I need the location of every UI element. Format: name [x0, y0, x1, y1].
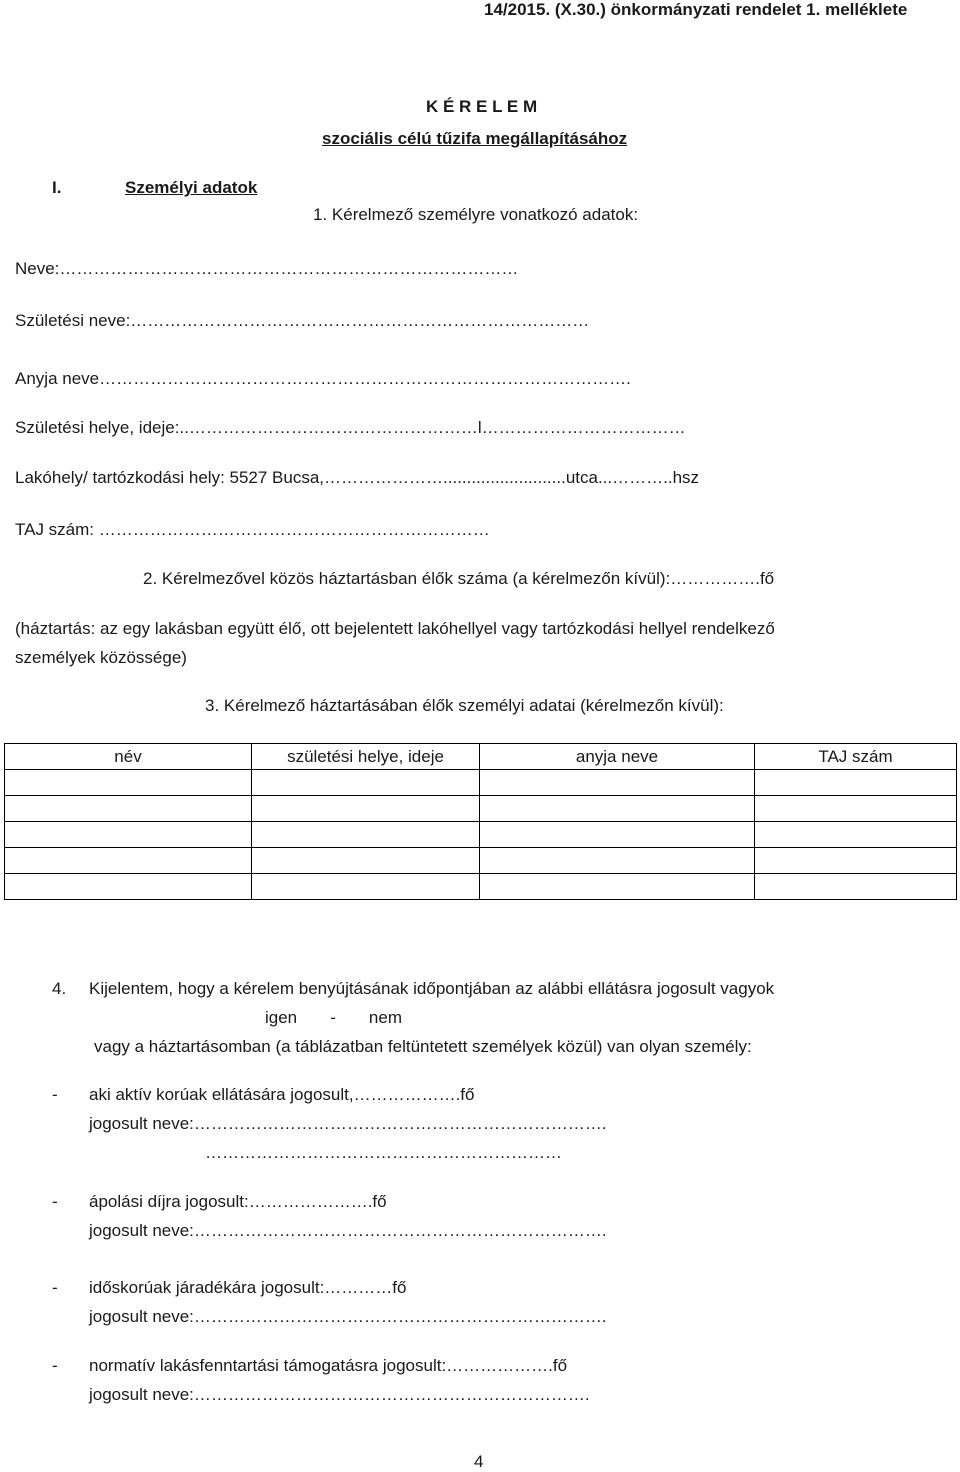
birth-place-date-field[interactable]: Születési helye, ideje:..……………………………………………l……………………………… — [15, 418, 686, 437]
residence-field[interactable]: Lakóhely/ tartózkodási hely: 5527 Bucsa,…………………..........................utca...………..hsz — [15, 468, 700, 487]
entitlement-dash: - — [52, 1085, 58, 1104]
table-cell[interactable] — [5, 822, 252, 848]
household-definition-line2: személyek közössége) — [15, 648, 187, 667]
table-row — [5, 796, 957, 822]
table-cell[interactable] — [252, 796, 480, 822]
table-header-row — [5, 744, 957, 770]
table-row — [5, 848, 957, 874]
table-cell[interactable] — [5, 874, 252, 900]
table-cell[interactable] — [480, 874, 755, 900]
entitlement-name-extra-line[interactable]: ……………………………………………………… — [205, 1143, 562, 1162]
table-cell[interactable] — [755, 848, 957, 874]
table-cell[interactable] — [252, 848, 480, 874]
table-cell[interactable] — [755, 796, 957, 822]
household-count-field[interactable]: 2. Kérelmezővel közös háztartásban élők száma (a kérelmezőn kívül):…………….fő — [143, 569, 775, 588]
household-members-table — [4, 743, 957, 900]
birth-name-field[interactable]: Születési neve:……………………………………………………………………… — [15, 311, 590, 330]
mother-name-field[interactable]: Anyja neve…………………………………………………………………………………. — [15, 369, 631, 388]
table-cell[interactable] — [480, 822, 755, 848]
table-cell[interactable] — [480, 770, 755, 796]
regulation-reference: 14/2015. (X.30.) önkormányzati rendelet 1. melléklete — [484, 0, 908, 19]
section-title: Személyi adatok — [125, 178, 258, 197]
name-field[interactable]: Neve:……………………………………………………………………… — [15, 259, 519, 278]
column-header-taj: TAJ szám — [755, 744, 957, 770]
subsection-1-heading: 1. Kérelmező személyre vonatkozó adatok: — [313, 205, 639, 224]
section-number: I. — [52, 178, 62, 197]
entitlement-name-field[interactable]: jogosult neve:………………………………………………………………. — [89, 1307, 607, 1326]
table-cell[interactable] — [252, 770, 480, 796]
table-cell[interactable] — [252, 874, 480, 900]
form-subtitle: szociális célú tűzifa megállapításához — [322, 129, 628, 148]
table-cell[interactable] — [755, 770, 957, 796]
table-row — [5, 874, 957, 900]
table-cell[interactable] — [5, 770, 252, 796]
table-cell[interactable] — [480, 848, 755, 874]
household-members-heading: 3. Kérelmező háztartásában élők személyi adatai (kérelmezőn kívül): — [205, 696, 724, 715]
entitlement-dash: - — [52, 1356, 58, 1375]
entitlement-elderly-annuity[interactable]: időskorúak járadékára jogosult:…………fő — [89, 1278, 407, 1297]
entitlement-name-field[interactable]: jogosult neve:………………………………………………………………. — [89, 1221, 607, 1240]
taj-field[interactable]: TAJ szám: …………………………………………………………… — [15, 520, 490, 539]
column-header-mother: anyja neve — [480, 744, 755, 770]
entitlement-active-age[interactable]: aki aktív korúak ellátására jogosult,……………….fő — [89, 1085, 475, 1104]
household-definition-line1: (háztartás: az egy lakásban együtt élő, ott bejelentett lakóhellyel vagy tartózkodási hellyel rendelkező — [15, 619, 775, 638]
entitlement-name-field[interactable]: jogosult neve:……………………………………………………………. — [89, 1385, 590, 1404]
page-number: 4 — [474, 1452, 484, 1471]
yes-no-options[interactable]: igen - nem — [265, 1008, 402, 1027]
entitlement-name-field[interactable]: jogosult neve:………………………………………………………………. — [89, 1114, 607, 1133]
entitlement-care-allowance[interactable]: ápolási díjra jogosult:………………….fő — [89, 1192, 387, 1211]
column-header-birth: születési helye, ideje — [252, 744, 480, 770]
declaration-number: 4. — [52, 979, 67, 998]
entitlement-dash: - — [52, 1192, 58, 1211]
table-row — [5, 822, 957, 848]
table-cell[interactable] — [755, 822, 957, 848]
table-cell[interactable] — [252, 822, 480, 848]
entitlement-dash: - — [52, 1278, 58, 1297]
declaration-household-text: vagy a háztartásomban (a táblázatban feltüntetett személyek közül) van olyan személy: — [94, 1037, 752, 1056]
table-cell[interactable] — [5, 796, 252, 822]
form-title: K É R E L E M — [426, 97, 538, 116]
declaration-text: Kijelentem, hogy a kérelem benyújtásának időpontjában az alábbi ellátásra jogosult vagyok — [89, 979, 775, 998]
table-cell[interactable] — [755, 874, 957, 900]
column-header-name: név — [5, 744, 252, 770]
entitlement-housing-support[interactable]: normatív lakásfenntartási támogatásra jogosult:……………….fő — [89, 1356, 568, 1375]
table-row — [5, 770, 957, 796]
table-cell[interactable] — [5, 848, 252, 874]
table-cell[interactable] — [480, 796, 755, 822]
